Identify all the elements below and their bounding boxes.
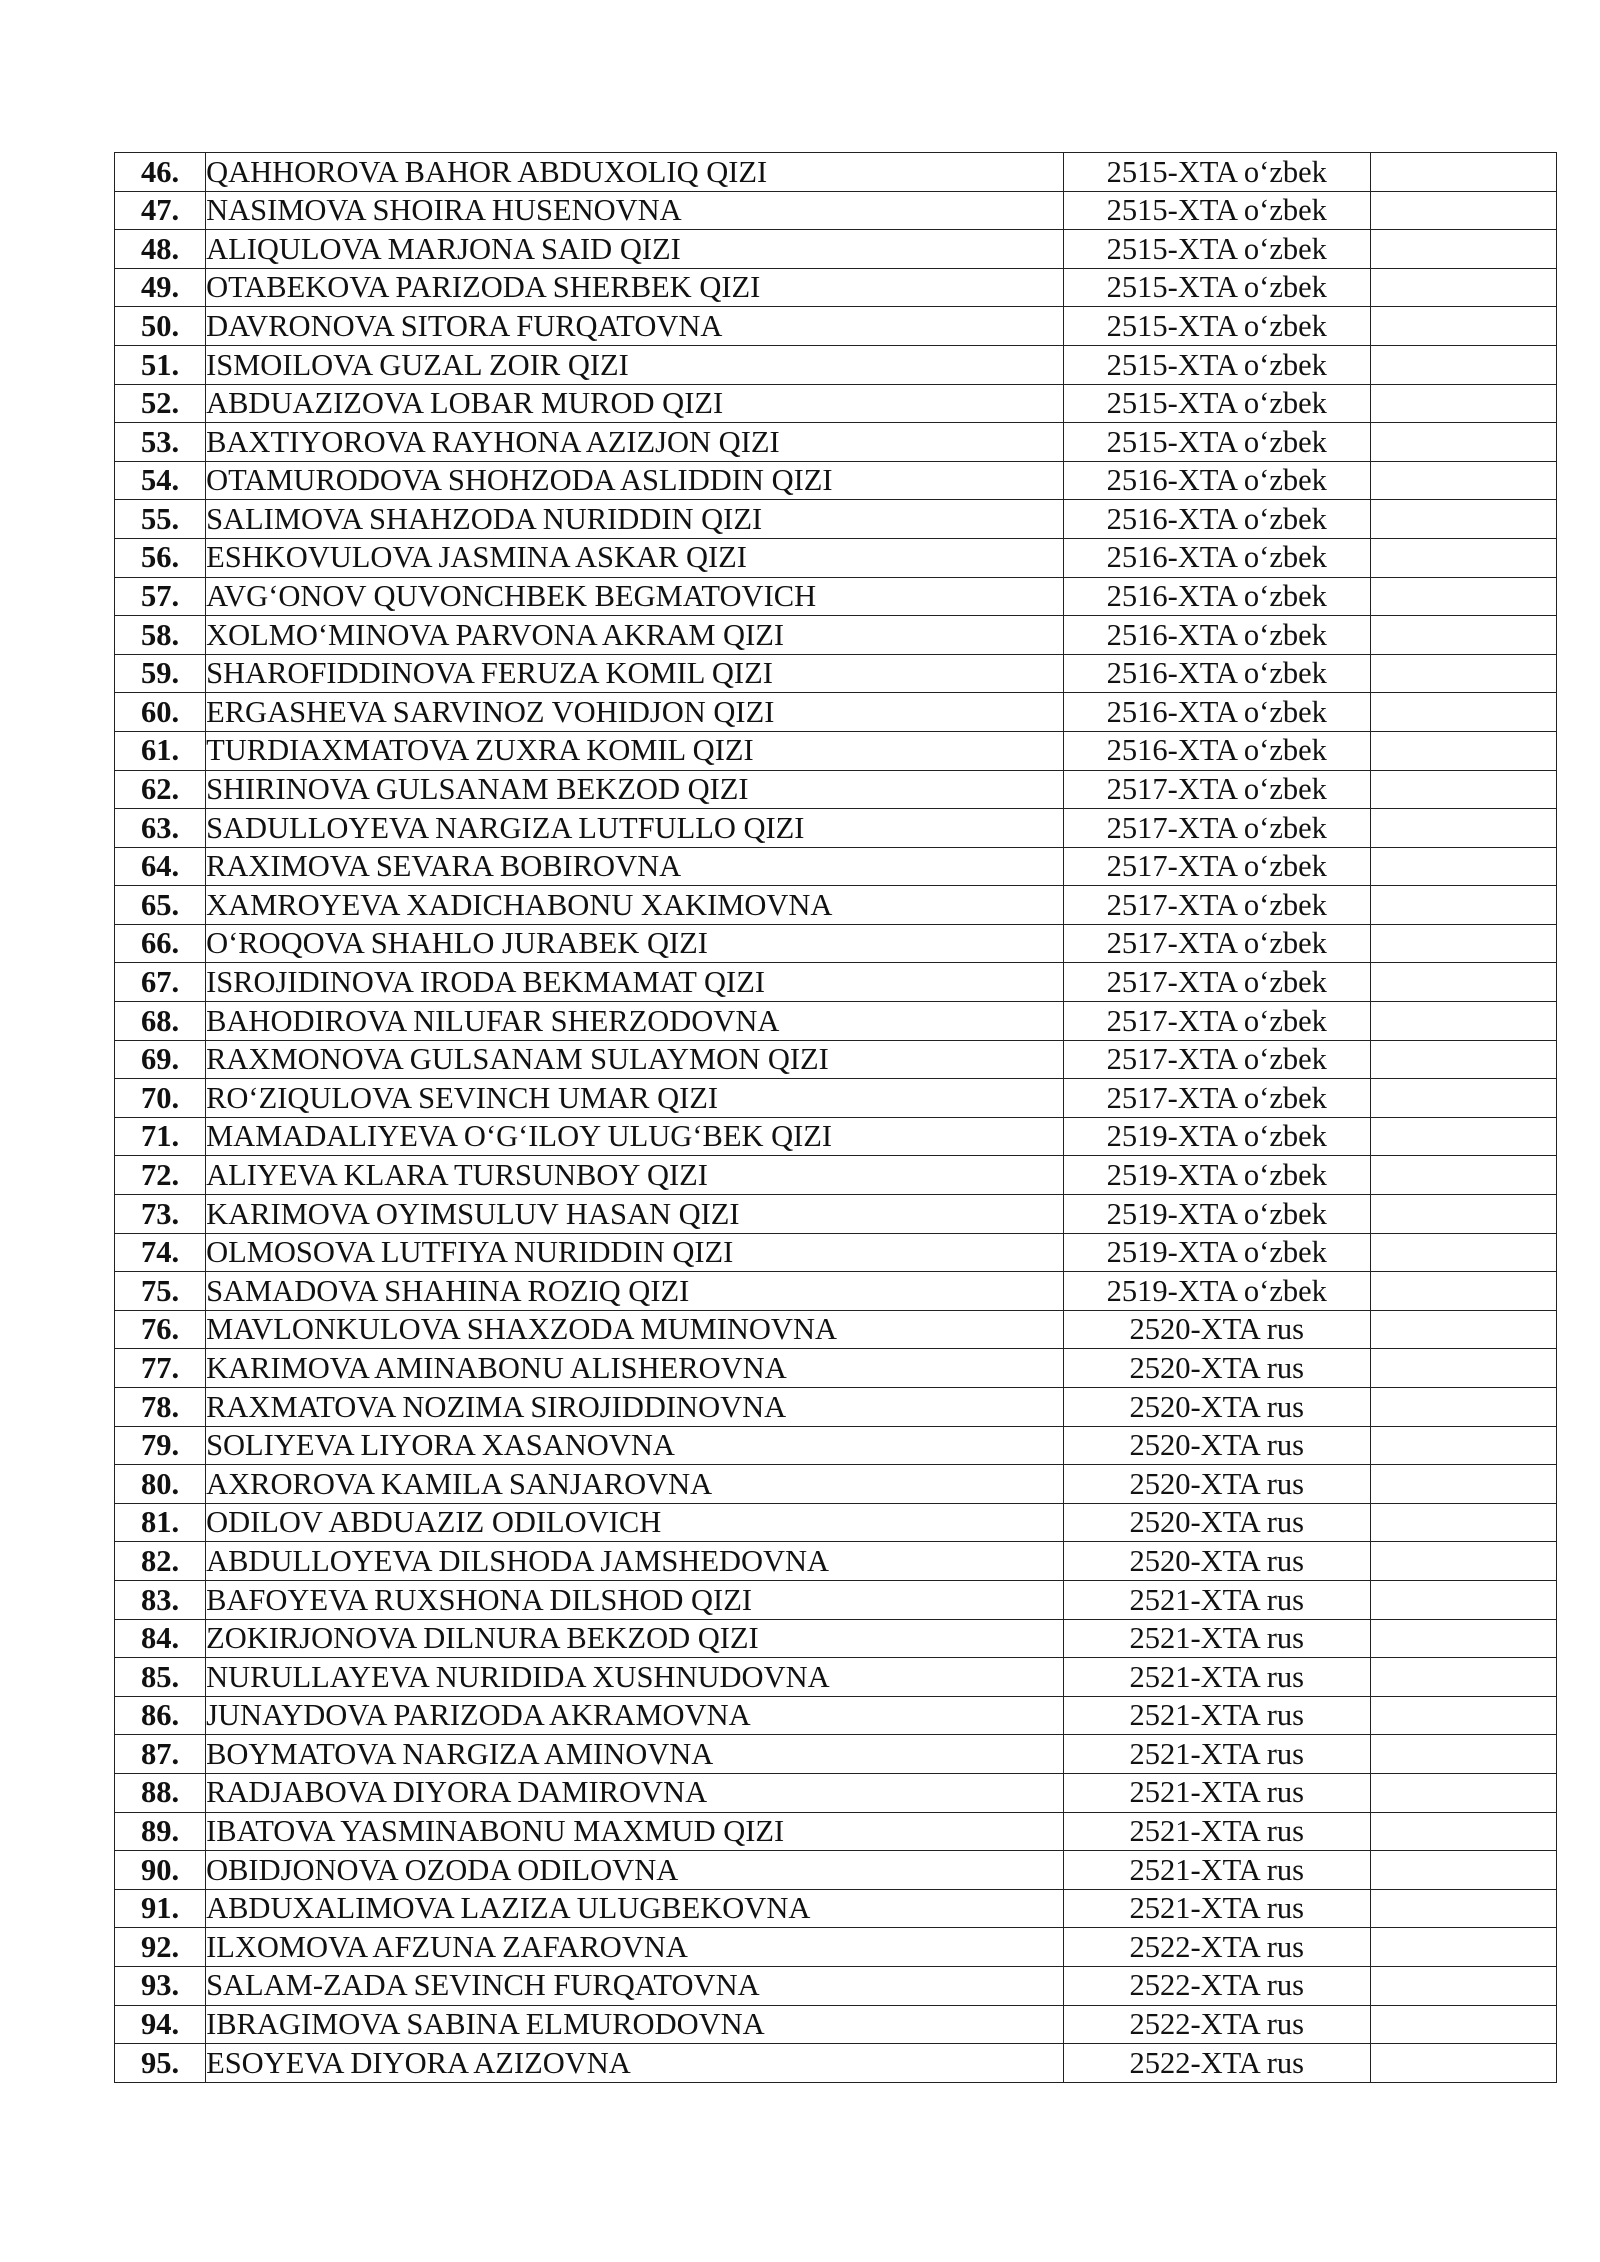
row-number: 50.	[115, 307, 206, 346]
student-name: SADULLOYEVA NARGIZA LUTFULLO QIZI	[206, 809, 1064, 848]
student-name: SOLIYEVA LIYORA XASANOVNA	[206, 1426, 1064, 1465]
blank-cell	[1370, 693, 1556, 732]
group-language: 2522-XTA rus	[1063, 1966, 1370, 2005]
table-row	[115, 1156, 1557, 1195]
blank-cell	[1370, 809, 1556, 848]
student-name: OTABEKOVA PARIZODA SHERBEK QIZI	[206, 268, 1064, 307]
blank-cell	[1370, 1079, 1556, 1118]
student-name: RAXMATOVA NOZIMA SIROJIDDINOVNA	[206, 1388, 1064, 1427]
student-name: NURULLAYEVA NURIDIDA XUSHNUDOVNA	[206, 1658, 1064, 1697]
table-row	[115, 1388, 1557, 1427]
table-row	[115, 1465, 1557, 1504]
row-number: 56.	[115, 538, 206, 577]
group-language: 2521-XTA rus	[1063, 1889, 1370, 1928]
student-name: XOLMO‘MINOVA PARVONA AKRAM QIZI	[206, 616, 1064, 655]
student-name: ESOYEVA DIYORA AZIZOVNA	[206, 2044, 1064, 2083]
table-row	[115, 924, 1557, 963]
table-row	[115, 1619, 1557, 1658]
table-row	[115, 384, 1557, 423]
table-row	[115, 307, 1557, 346]
student-name: ZOKIRJONOVA DILNURA BEKZOD QIZI	[206, 1619, 1064, 1658]
blank-cell	[1370, 1310, 1556, 1349]
row-number: 63.	[115, 809, 206, 848]
group-language: 2517-XTA o‘zbek	[1063, 1079, 1370, 1118]
blank-cell	[1370, 1851, 1556, 1890]
table-row	[115, 654, 1557, 693]
row-number: 91.	[115, 1889, 206, 1928]
group-language: 2517-XTA o‘zbek	[1063, 924, 1370, 963]
student-name: ALIYEVA KLARA TURSUNBOY QIZI	[206, 1156, 1064, 1195]
blank-cell	[1370, 770, 1556, 809]
group-language: 2520-XTA rus	[1063, 1465, 1370, 1504]
group-language: 2521-XTA rus	[1063, 1619, 1370, 1658]
group-language: 2516-XTA o‘zbek	[1063, 538, 1370, 577]
row-number: 89.	[115, 1812, 206, 1851]
table-row	[115, 1503, 1557, 1542]
row-number: 82.	[115, 1542, 206, 1581]
blank-cell	[1370, 1195, 1556, 1234]
student-name: MAVLONKULOVA SHAXZODA MUMINOVNA	[206, 1310, 1064, 1349]
table-row	[115, 1426, 1557, 1465]
group-language: 2519-XTA o‘zbek	[1063, 1156, 1370, 1195]
row-number: 57.	[115, 577, 206, 616]
group-language: 2522-XTA rus	[1063, 2044, 1370, 2083]
group-language: 2516-XTA o‘zbek	[1063, 693, 1370, 732]
student-name: BOYMATOVA NARGIZA AMINOVNA	[206, 1735, 1064, 1774]
table-row	[115, 461, 1557, 500]
table-row	[115, 1580, 1557, 1619]
blank-cell	[1370, 345, 1556, 384]
table-row	[115, 423, 1557, 462]
table-row	[115, 345, 1557, 384]
group-language: 2516-XTA o‘zbek	[1063, 461, 1370, 500]
blank-cell	[1370, 924, 1556, 963]
row-number: 55.	[115, 500, 206, 539]
blank-cell	[1370, 1773, 1556, 1812]
blank-cell	[1370, 963, 1556, 1002]
group-language: 2521-XTA rus	[1063, 1696, 1370, 1735]
table-row	[115, 268, 1557, 307]
row-number: 52.	[115, 384, 206, 423]
row-number: 76.	[115, 1310, 206, 1349]
row-number: 85.	[115, 1658, 206, 1697]
table-row	[115, 230, 1557, 269]
group-language: 2515-XTA o‘zbek	[1063, 345, 1370, 384]
blank-cell	[1370, 847, 1556, 886]
table-row	[115, 500, 1557, 539]
row-number: 93.	[115, 1966, 206, 2005]
blank-cell	[1370, 1156, 1556, 1195]
blank-cell	[1370, 886, 1556, 925]
student-name: O‘ROQOVA SHAHLO JURABEK QIZI	[206, 924, 1064, 963]
table-row	[115, 1889, 1557, 1928]
group-language: 2520-XTA rus	[1063, 1426, 1370, 1465]
student-name: ESHKOVULOVA JASMINA ASKAR QIZI	[206, 538, 1064, 577]
blank-cell	[1370, 1002, 1556, 1041]
group-language: 2519-XTA o‘zbek	[1063, 1272, 1370, 1311]
row-number: 86.	[115, 1696, 206, 1735]
student-name: IBATOVA YASMINABONU MAXMUD QIZI	[206, 1812, 1064, 1851]
student-name: DAVRONOVA SITORA FURQATOVNA	[206, 307, 1064, 346]
blank-cell	[1370, 1117, 1556, 1156]
row-number: 88.	[115, 1773, 206, 1812]
student-name: IBRAGIMOVA SABINA ELMURODOVNA	[206, 2005, 1064, 2044]
row-number: 46.	[115, 153, 206, 192]
group-language: 2520-XTA rus	[1063, 1503, 1370, 1542]
row-number: 51.	[115, 345, 206, 384]
group-language: 2515-XTA o‘zbek	[1063, 268, 1370, 307]
blank-cell	[1370, 230, 1556, 269]
student-name: BAFOYEVA RUXSHONA DILSHOD QIZI	[206, 1580, 1064, 1619]
student-name: RO‘ZIQULOVA SEVINCH UMAR QIZI	[206, 1079, 1064, 1118]
blank-cell	[1370, 2044, 1556, 2083]
table-row	[115, 1002, 1557, 1041]
table-row	[115, 1696, 1557, 1735]
row-number: 67.	[115, 963, 206, 1002]
student-name: XAMROYEVA XADICHABONU XAKIMOVNA	[206, 886, 1064, 925]
row-number: 78.	[115, 1388, 206, 1427]
student-name: RAXMONOVA GULSANAM SULAYMON QIZI	[206, 1040, 1064, 1079]
blank-cell	[1370, 1966, 1556, 2005]
blank-cell	[1370, 731, 1556, 770]
group-language: 2520-XTA rus	[1063, 1310, 1370, 1349]
blank-cell	[1370, 1426, 1556, 1465]
table-row	[115, 191, 1557, 230]
row-number: 94.	[115, 2005, 206, 2044]
group-language: 2519-XTA o‘zbek	[1063, 1117, 1370, 1156]
row-number: 62.	[115, 770, 206, 809]
row-number: 59.	[115, 654, 206, 693]
group-language: 2517-XTA o‘zbek	[1063, 770, 1370, 809]
row-number: 68.	[115, 1002, 206, 1041]
group-language: 2516-XTA o‘zbek	[1063, 731, 1370, 770]
student-name: JUNAYDOVA PARIZODA AKRAMOVNA	[206, 1696, 1064, 1735]
row-number: 79.	[115, 1426, 206, 1465]
row-number: 53.	[115, 423, 206, 462]
student-name: BAHODIROVA NILUFAR SHERZODOVNA	[206, 1002, 1064, 1041]
group-language: 2517-XTA o‘zbek	[1063, 809, 1370, 848]
row-number: 75.	[115, 1272, 206, 1311]
row-number: 81.	[115, 1503, 206, 1542]
group-language: 2517-XTA o‘zbek	[1063, 963, 1370, 1002]
student-name: KARIMOVA AMINABONU ALISHEROVNA	[206, 1349, 1064, 1388]
student-name: ERGASHEVA SARVINOZ VOHIDJON QIZI	[206, 693, 1064, 732]
blank-cell	[1370, 1928, 1556, 1967]
row-number: 65.	[115, 886, 206, 925]
blank-cell	[1370, 1349, 1556, 1388]
blank-cell	[1370, 1388, 1556, 1427]
student-name: OBIDJONOVA OZODA ODILOVNA	[206, 1851, 1064, 1890]
blank-cell	[1370, 1272, 1556, 1311]
group-language: 2515-XTA o‘zbek	[1063, 307, 1370, 346]
row-number: 77.	[115, 1349, 206, 1388]
table-row	[115, 1040, 1557, 1079]
table-row	[115, 577, 1557, 616]
student-name: RADJABOVA DIYORA DAMIROVNA	[206, 1773, 1064, 1812]
row-number: 92.	[115, 1928, 206, 1967]
student-name: KARIMOVA OYIMSULUV HASAN QIZI	[206, 1195, 1064, 1234]
table-row	[115, 963, 1557, 1002]
student-name: ODILOV ABDUAZIZ ODILOVICH	[206, 1503, 1064, 1542]
student-name: ALIQULOVA MARJONA SAID QIZI	[206, 230, 1064, 269]
table-row	[115, 2005, 1557, 2044]
row-number: 70.	[115, 1079, 206, 1118]
table-row	[115, 1773, 1557, 1812]
group-language: 2520-XTA rus	[1063, 1388, 1370, 1427]
table-row	[115, 847, 1557, 886]
group-language: 2515-XTA o‘zbek	[1063, 153, 1370, 192]
student-list-table	[114, 152, 1557, 2083]
group-language: 2515-XTA o‘zbek	[1063, 423, 1370, 462]
group-language: 2517-XTA o‘zbek	[1063, 886, 1370, 925]
group-language: 2516-XTA o‘zbek	[1063, 577, 1370, 616]
group-language: 2517-XTA o‘zbek	[1063, 1040, 1370, 1079]
blank-cell	[1370, 500, 1556, 539]
blank-cell	[1370, 1812, 1556, 1851]
row-number: 72.	[115, 1156, 206, 1195]
student-list-body	[115, 153, 1557, 2083]
group-language: 2521-XTA rus	[1063, 1735, 1370, 1774]
student-name: SALAM-ZADA SEVINCH FURQATOVNA	[206, 1966, 1064, 2005]
blank-cell	[1370, 461, 1556, 500]
student-name: SHAROFIDDINOVA FERUZA KOMIL QIZI	[206, 654, 1064, 693]
table-row	[115, 1812, 1557, 1851]
blank-cell	[1370, 1465, 1556, 1504]
row-number: 49.	[115, 268, 206, 307]
blank-cell	[1370, 538, 1556, 577]
table-row	[115, 1310, 1557, 1349]
row-number: 48.	[115, 230, 206, 269]
student-name: ISMOILOVA GUZAL ZOIR QIZI	[206, 345, 1064, 384]
group-language: 2521-XTA rus	[1063, 1773, 1370, 1812]
row-number: 84.	[115, 1619, 206, 1658]
blank-cell	[1370, 153, 1556, 192]
student-name: ILXOMOVA AFZUNA ZAFAROVNA	[206, 1928, 1064, 1967]
student-name: TURDIAXMATOVA ZUXRA KOMIL QIZI	[206, 731, 1064, 770]
table-row	[115, 1928, 1557, 1967]
row-number: 71.	[115, 1117, 206, 1156]
table-row	[115, 693, 1557, 732]
blank-cell	[1370, 2005, 1556, 2044]
group-language: 2520-XTA rus	[1063, 1349, 1370, 1388]
blank-cell	[1370, 307, 1556, 346]
student-name: AXROROVA KAMILA SANJAROVNA	[206, 1465, 1064, 1504]
group-language: 2515-XTA o‘zbek	[1063, 230, 1370, 269]
blank-cell	[1370, 1696, 1556, 1735]
blank-cell	[1370, 616, 1556, 655]
table-row	[115, 1851, 1557, 1890]
table-row	[115, 1542, 1557, 1581]
blank-cell	[1370, 1658, 1556, 1697]
row-number: 73.	[115, 1195, 206, 1234]
table-row	[115, 1117, 1557, 1156]
row-number: 47.	[115, 191, 206, 230]
student-name: ABDULLOYEVA DILSHODA JAMSHEDOVNA	[206, 1542, 1064, 1581]
group-language: 2517-XTA o‘zbek	[1063, 847, 1370, 886]
row-number: 83.	[115, 1580, 206, 1619]
table-row	[115, 2044, 1557, 2083]
blank-cell	[1370, 1542, 1556, 1581]
table-row	[115, 1349, 1557, 1388]
group-language: 2521-XTA rus	[1063, 1851, 1370, 1890]
row-number: 64.	[115, 847, 206, 886]
group-language: 2519-XTA o‘zbek	[1063, 1233, 1370, 1272]
student-name: SHIRINOVA GULSANAM BEKZOD QIZI	[206, 770, 1064, 809]
row-number: 87.	[115, 1735, 206, 1774]
blank-cell	[1370, 384, 1556, 423]
table-row	[115, 1233, 1557, 1272]
student-name: SALIMOVA SHAHZODA NURIDDIN QIZI	[206, 500, 1064, 539]
table-row	[115, 1272, 1557, 1311]
student-name: OLMOSOVA LUTFIYA NURIDDIN QIZI	[206, 1233, 1064, 1272]
table-row	[115, 1966, 1557, 2005]
group-language: 2516-XTA o‘zbek	[1063, 616, 1370, 655]
row-number: 80.	[115, 1465, 206, 1504]
table-row	[115, 809, 1557, 848]
row-number: 66.	[115, 924, 206, 963]
group-language: 2522-XTA rus	[1063, 2005, 1370, 2044]
student-name: ABDUAZIZOVA LOBAR MUROD QIZI	[206, 384, 1064, 423]
student-name: BAXTIYOROVA RAYHONA AZIZJON QIZI	[206, 423, 1064, 462]
group-language: 2515-XTA o‘zbek	[1063, 384, 1370, 423]
table-row	[115, 731, 1557, 770]
blank-cell	[1370, 1619, 1556, 1658]
group-language: 2521-XTA rus	[1063, 1580, 1370, 1619]
blank-cell	[1370, 1580, 1556, 1619]
row-number: 69.	[115, 1040, 206, 1079]
blank-cell	[1370, 268, 1556, 307]
group-language: 2522-XTA rus	[1063, 1928, 1370, 1967]
group-language: 2516-XTA o‘zbek	[1063, 654, 1370, 693]
blank-cell	[1370, 1040, 1556, 1079]
row-number: 54.	[115, 461, 206, 500]
blank-cell	[1370, 191, 1556, 230]
student-name: RAXIMOVA SEVARA BOBIROVNA	[206, 847, 1064, 886]
group-language: 2521-XTA rus	[1063, 1812, 1370, 1851]
table-row	[115, 1658, 1557, 1697]
blank-cell	[1370, 1889, 1556, 1928]
row-number: 74.	[115, 1233, 206, 1272]
blank-cell	[1370, 577, 1556, 616]
blank-cell	[1370, 654, 1556, 693]
group-language: 2519-XTA o‘zbek	[1063, 1195, 1370, 1234]
table-row	[115, 1735, 1557, 1774]
table-row	[115, 1079, 1557, 1118]
blank-cell	[1370, 1735, 1556, 1774]
blank-cell	[1370, 1233, 1556, 1272]
row-number: 60.	[115, 693, 206, 732]
row-number: 61.	[115, 731, 206, 770]
blank-cell	[1370, 423, 1556, 462]
student-name: QAHHOROVA BAHOR ABDUXOLIQ QIZI	[206, 153, 1064, 192]
student-name: SAMADOVA SHAHINA ROZIQ QIZI	[206, 1272, 1064, 1311]
student-name: NASIMOVA SHOIRA HUSENOVNA	[206, 191, 1064, 230]
student-name: OTAMURODOVA SHOHZODA ASLIDDIN QIZI	[206, 461, 1064, 500]
row-number: 95.	[115, 2044, 206, 2083]
group-language: 2515-XTA o‘zbek	[1063, 191, 1370, 230]
group-language: 2516-XTA o‘zbek	[1063, 500, 1370, 539]
table-row	[115, 1195, 1557, 1234]
student-name: ABDUXALIMOVA LAZIZA ULUGBEKOVNA	[206, 1889, 1064, 1928]
student-name: MAMADALIYEVA O‘G‘ILOY ULUG‘BEK QIZI	[206, 1117, 1064, 1156]
group-language: 2517-XTA o‘zbek	[1063, 1002, 1370, 1041]
row-number: 58.	[115, 616, 206, 655]
blank-cell	[1370, 1503, 1556, 1542]
table-row	[115, 616, 1557, 655]
table-row	[115, 538, 1557, 577]
student-name: ISROJIDINOVA IRODA BEKMAMAT QIZI	[206, 963, 1064, 1002]
group-language: 2521-XTA rus	[1063, 1658, 1370, 1697]
table-row	[115, 153, 1557, 192]
table-row	[115, 886, 1557, 925]
group-language: 2520-XTA rus	[1063, 1542, 1370, 1581]
row-number: 90.	[115, 1851, 206, 1890]
student-name: AVG‘ONOV QUVONCHBEK BEGMATOVICH	[206, 577, 1064, 616]
table-row	[115, 770, 1557, 809]
